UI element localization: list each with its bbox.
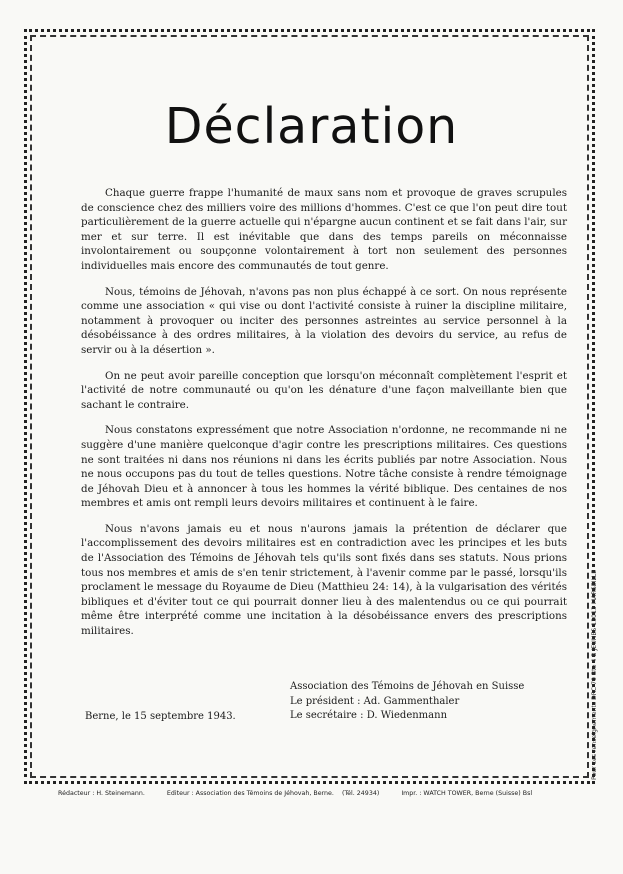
footer: [58, 790, 578, 798]
footer-editeur: [167, 790, 379, 798]
signature-secretary: Le secrétaire : D. Wiedenmann: [290, 710, 448, 722]
signature-org: Association des Témoins de Jéhovah en Suisse: [290, 681, 525, 692]
side-note: Pour ces renseignements DRC 70 Bte 4 B JEUNES 13013 MARSEILLE: [591, 569, 598, 780]
place-date: Berne, le 15 septembre 1943.: [85, 711, 236, 722]
paragraph: Chaque guerre frappe l'humanité de maux sans nom et provoque de graves scrupules de conscience chez des milliers voire des millions d'hommes. C'est ce que l'on peut dire tout particulièrement de la guerre actuelle qui n'épargne aucun continent et se fait dans l'air, sur mer et sur terre. Il est inévitable que dans des temps pareils on méconnaisse involontairement ou soupçonne volontairement à tort non seulement des personnes individuelles mais encore des communautés de tout genre.: [81, 187, 567, 272]
footer-editeur-name: Editeur : Association des Témoins de Jéhovah, Berne.: [166, 790, 334, 797]
footer-impr: Impr. : WATCH TOWER, Berne (Suisse) Bsl: [401, 790, 533, 797]
paragraph: On ne peut avoir pareille conception que lorsqu'on méconnaît complètement l'esprit et l'activité de notre communauté ou qu'on les dénature d'une façon malveillante bien que sachant le contraire.: [81, 369, 567, 411]
paragraph: Nous constatons expressément que notre Association n'ordonne, ne recommande ni ne suggère d'une manière quelconque d'agir contre les prescriptions militaires. Ces questions ne sont traitées ni dans nos réunions ni dans les écrits publiés par notre Association. Nous ne nous occupons pas du tout de telles questions. Notre tâche consiste à rendre témoignage de Jéhovah Dieu et à annoncer à tous les hommes la vérité biblique. Des centaines de nos membres et amis ont rempli leurs devoirs militaires et continuent à le faire.: [81, 424, 567, 510]
footer-redacteur: Rédacteur : H. Steinemann.: [58, 790, 145, 797]
declaration-body: [81, 186, 567, 650]
signature-president: Le président : Ad. Gammenthaler: [290, 695, 460, 707]
document-title: Déclaration: [164, 98, 459, 155]
signature-block: [290, 680, 580, 724]
footer-tel: (Tél. 24934): [341, 790, 380, 797]
paragraph: Nous, témoins de Jéhovah, n'avons pas non plus échappé à ce sort. On nous représente comme une association « qui vise ou dont l'activité consiste à ruiner la discipline militaire, notamment à provoquer ou inciter des personnes astreintes au service personnel à la désobéissance à des ordres militaires, à la violation des devoirs du service, au refus de servir ou à la désertion ».: [81, 285, 567, 356]
paragraph: Nous n'avons jamais eu et nous n'aurons jamais la prétention de déclarer que l'accomplissement des devoirs militaires est en contradiction avec les principes et les buts de l'Association des Témoins de Jéhovah tels qu'ils sont fixés dans ses statuts. Nous prions tous nos membres et amis de s'en tenir strictement, à l'avenir comme par le passé, lorsqu'ils proclament le message du Royaume de Dieu (Matthieu 24: 14), à la vulgarisation des vérités bibliques et d'éviter tout ce qui pourrait donner lieu à des malentendus ou ce qui pourrait même être interprété comme une incitation à la désobéissance envers des prescriptions militaires.: [81, 522, 567, 638]
